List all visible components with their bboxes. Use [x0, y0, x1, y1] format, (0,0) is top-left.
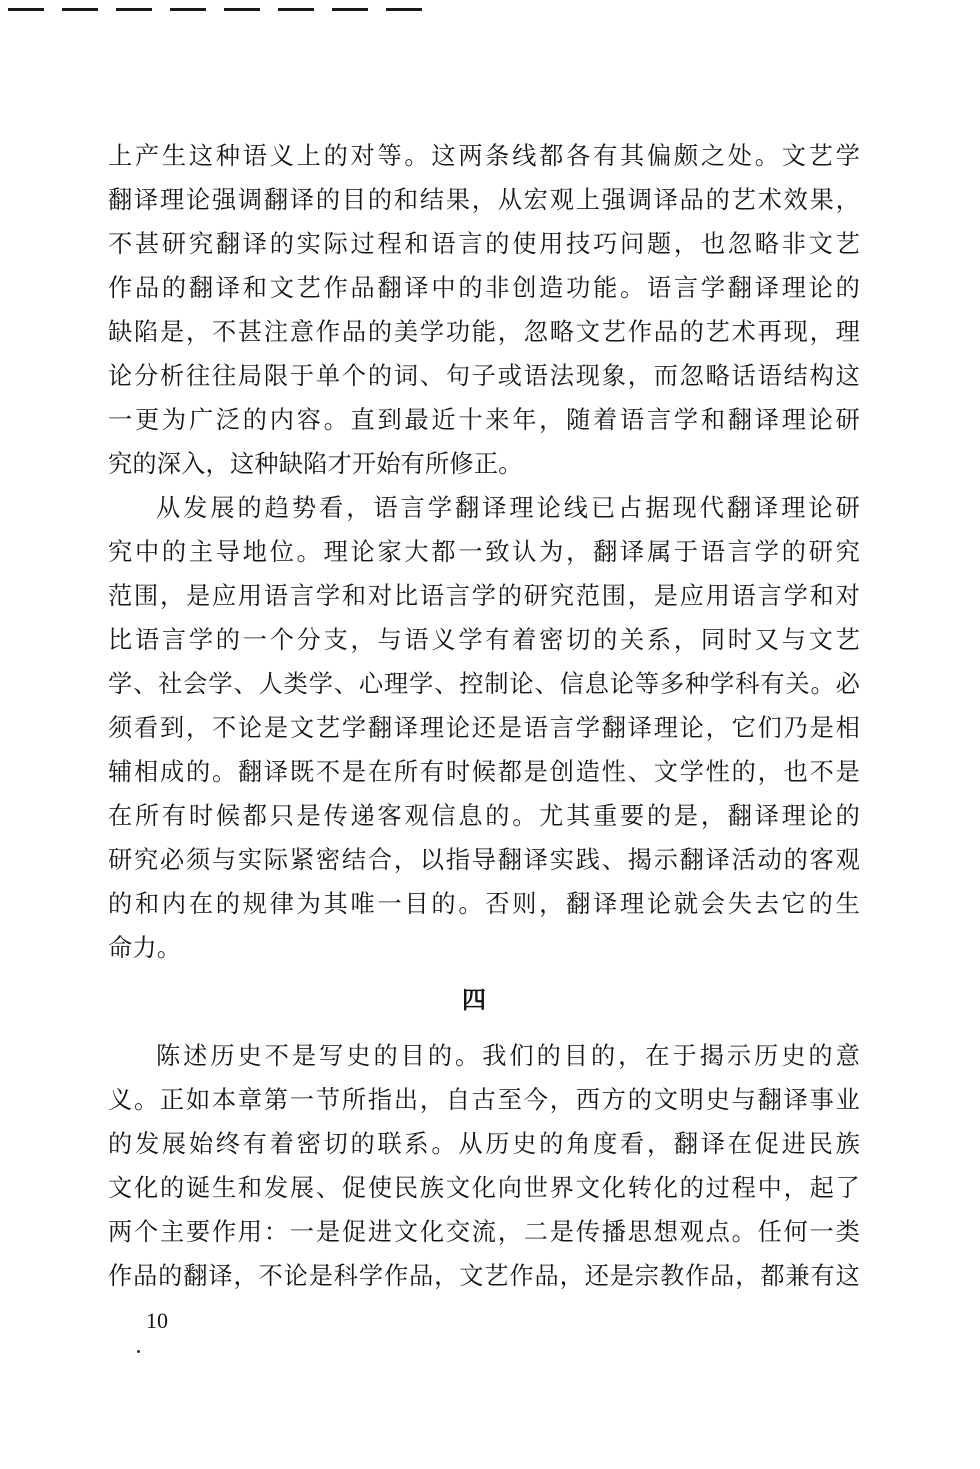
text-line: 作品的翻译，不论是科学作品，文艺作品，还是宗教作品，都兼有这 [108, 1262, 860, 1290]
text-line: 在所有时候都只是传递客观信息的。尤其重要的是，翻译理论的 [108, 802, 860, 830]
text-line: 的发展始终有着密切的联系。从历史的角度看，翻译在促进民族 [108, 1130, 860, 1158]
text-line: 一更为广泛的内容。直到最近十来年，随着语言学和翻译理论研 [108, 406, 860, 434]
text-line: 翻译理论强调翻译的目的和结果，从宏观上强调译品的艺术效果， [108, 186, 860, 214]
section-heading: 四 [462, 985, 486, 1014]
text-line: 究中的主导地位。理论家大都一致认为，翻译属于语言学的研究 [108, 538, 860, 566]
page-top-edge-marks [8, 0, 478, 14]
text-line: 从发展的趋势看，语言学翻译理论线已占据现代翻译理论研 [156, 494, 860, 522]
text-line: 陈述历史不是写史的目的。我们的目的，在于揭示历史的意 [156, 1042, 860, 1070]
text-line: 两个主要作用：一是促进文化交流，二是传播思想观点。任何一类 [108, 1218, 860, 1246]
text-line: 研究必须与实际紧密结合，以指导翻译实践、揭示翻译活动的客观 [108, 846, 860, 874]
text-line: 范围，是应用语言学和对比语言学的研究范围，是应用语言学和对 [108, 582, 860, 610]
body-text-block-2 [108, 1034, 860, 1298]
text-line: 作品的翻译和文艺作品翻译中的非创造功能。语言学翻译理论的 [108, 274, 860, 302]
text-line: 学、社会学、人类学、心理学、控制论、信息论等多种学科有关。必 [108, 670, 860, 698]
text-line: 的和内在的规律为其唯一目的。否则，翻译理论就会失去它的生 [108, 890, 860, 918]
text-line: 缺陷是，不甚注意作品的美学功能，忽略文艺作品的艺术再现，理 [108, 318, 860, 346]
text-line: 比语言学的一个分支，与语义学有着密切的关系，同时又与文艺 [108, 626, 860, 654]
text-line: 辅相成的。翻译既不是在所有时候都是创造性、文学性的，也不是 [108, 758, 860, 786]
text-line: 不甚研究翻译的实际过程和语言的使用技巧问题，也忽略非文艺 [108, 230, 860, 258]
text-line: 究的深入，这种缺陷才开始有所修正。 [108, 450, 523, 478]
text-line: 文化的诞生和发展、促使民族文化向世界文化转化的过程中，起了 [108, 1174, 860, 1202]
text-line: 义。正如本章第一节所指出，自古至今，西方的文明史与翻译事业 [108, 1086, 860, 1114]
scan-speck [137, 1350, 140, 1353]
text-line: 命力。 [108, 934, 182, 962]
body-text-block-1 [108, 134, 860, 970]
text-line: 须看到，不论是文艺学翻译理论还是语言学翻译理论，它们乃是相 [108, 714, 860, 742]
text-line: 上产生这种语义上的对等。这两条线都各有其偏颇之处。文艺学 [108, 142, 860, 170]
page-number: 10 [146, 1308, 168, 1333]
text-line: 论分析往往局限于单个的词、句子或语法现象，而忽略话语结构这 [108, 362, 860, 390]
